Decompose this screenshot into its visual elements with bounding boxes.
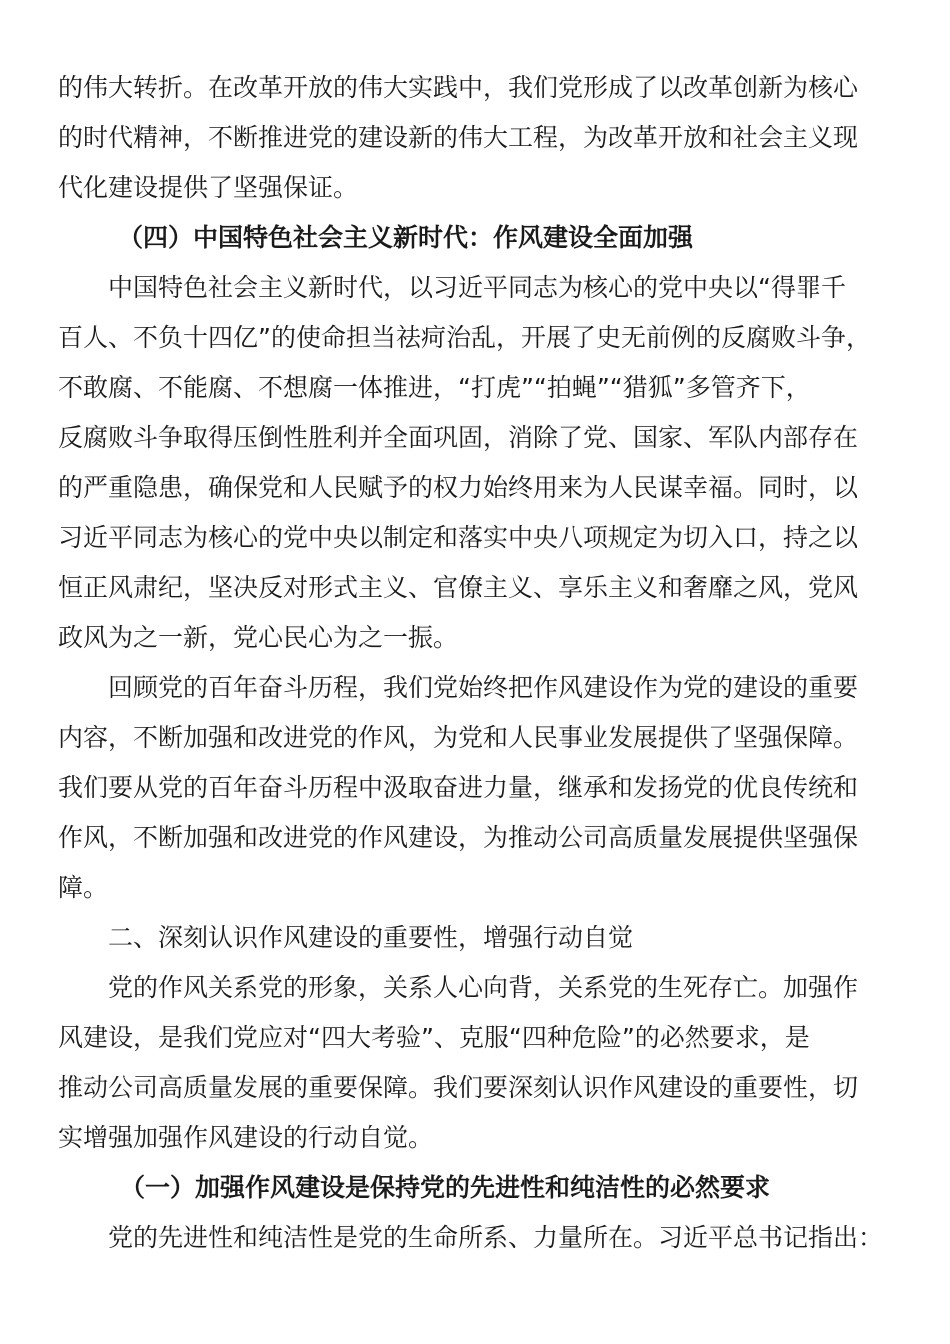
text-line: 我们要从党的百年奋斗历程中汲取奋进力量，继承和发扬党的优良传统和 xyxy=(58,773,859,802)
text-line: 党的先进性和纯洁性是党的生命所系、力量所在。习近平总书记指出： xyxy=(108,1223,884,1252)
text-line: 实增强加强作风建设的行动自觉。 xyxy=(58,1123,434,1152)
section-heading: （一）加强作风建设是保持党的先进性和纯洁性的必然要求 xyxy=(120,1173,771,1202)
text-line: 代化建设提供了坚强保证。 xyxy=(58,173,359,202)
text-line: 习近平同志为核心的党中央以制定和落实中央八项规定为切入口，持之以 xyxy=(58,523,859,552)
text-line: 党的作风关系党的形象，关系人心向背，关系党的生死存亡。加强作 xyxy=(108,973,859,1002)
text-line: 障。 xyxy=(58,873,109,902)
text-line: 政风为之一新，党心民心为之一振。 xyxy=(58,623,459,652)
text-line: 的时代精神，不断推进党的建设新的伟大工程，为改革开放和社会主义现 xyxy=(58,123,859,152)
text-line: 推动公司高质量发展的重要保障。我们要深刻认识作风建设的重要性，切 xyxy=(58,1073,859,1102)
text-line: 百人、不负十四亿”的使命担当祛疴治乱，开展了史无前例的反腐败斗争， xyxy=(58,323,871,352)
text-line: 风建设，是我们党应对“四大考验”、克服“四种危险”的必然要求，是 xyxy=(58,1023,810,1052)
text-line: 恒正风肃纪，坚决反对形式主义、官僚主义、享乐主义和奢靡之风，党风 xyxy=(58,573,859,602)
text-line: 的伟大转折。在改革开放的伟大实践中，我们党形成了以改革创新为核心 xyxy=(58,73,859,102)
text-line: 不敢腐、不能腐、不想腐一体推进，“打虎”“拍蝇”“猎狐”多管齐下， xyxy=(58,373,811,402)
text-line: 中国特色社会主义新时代，以习近平同志为核心的党中央以“得罪千 xyxy=(108,273,846,302)
text-line: 反腐败斗争取得压倒性胜利并全面巩固，消除了党、国家、军队内部存在 xyxy=(58,423,859,452)
text-line: 内容，不断加强和改进党的作风，为党和人民事业发展提供了坚强保障。 xyxy=(58,723,859,752)
text-line: 作风，不断加强和改进党的作风建设，为推动公司高质量发展提供坚强保 xyxy=(58,823,859,852)
section-heading: 二、深刻认识作风建设的重要性，增强行动自觉 xyxy=(108,923,634,952)
text-line: 回顾党的百年奋斗历程，我们党始终把作风建设作为党的建设的重要 xyxy=(108,673,859,702)
text-line: 的严重隐患，确保党和人民赋予的权力始终用来为人民谋幸福。同时，以 xyxy=(58,473,859,502)
section-heading: （四）中国特色社会主义新时代：作风建设全面加强 xyxy=(118,223,694,252)
